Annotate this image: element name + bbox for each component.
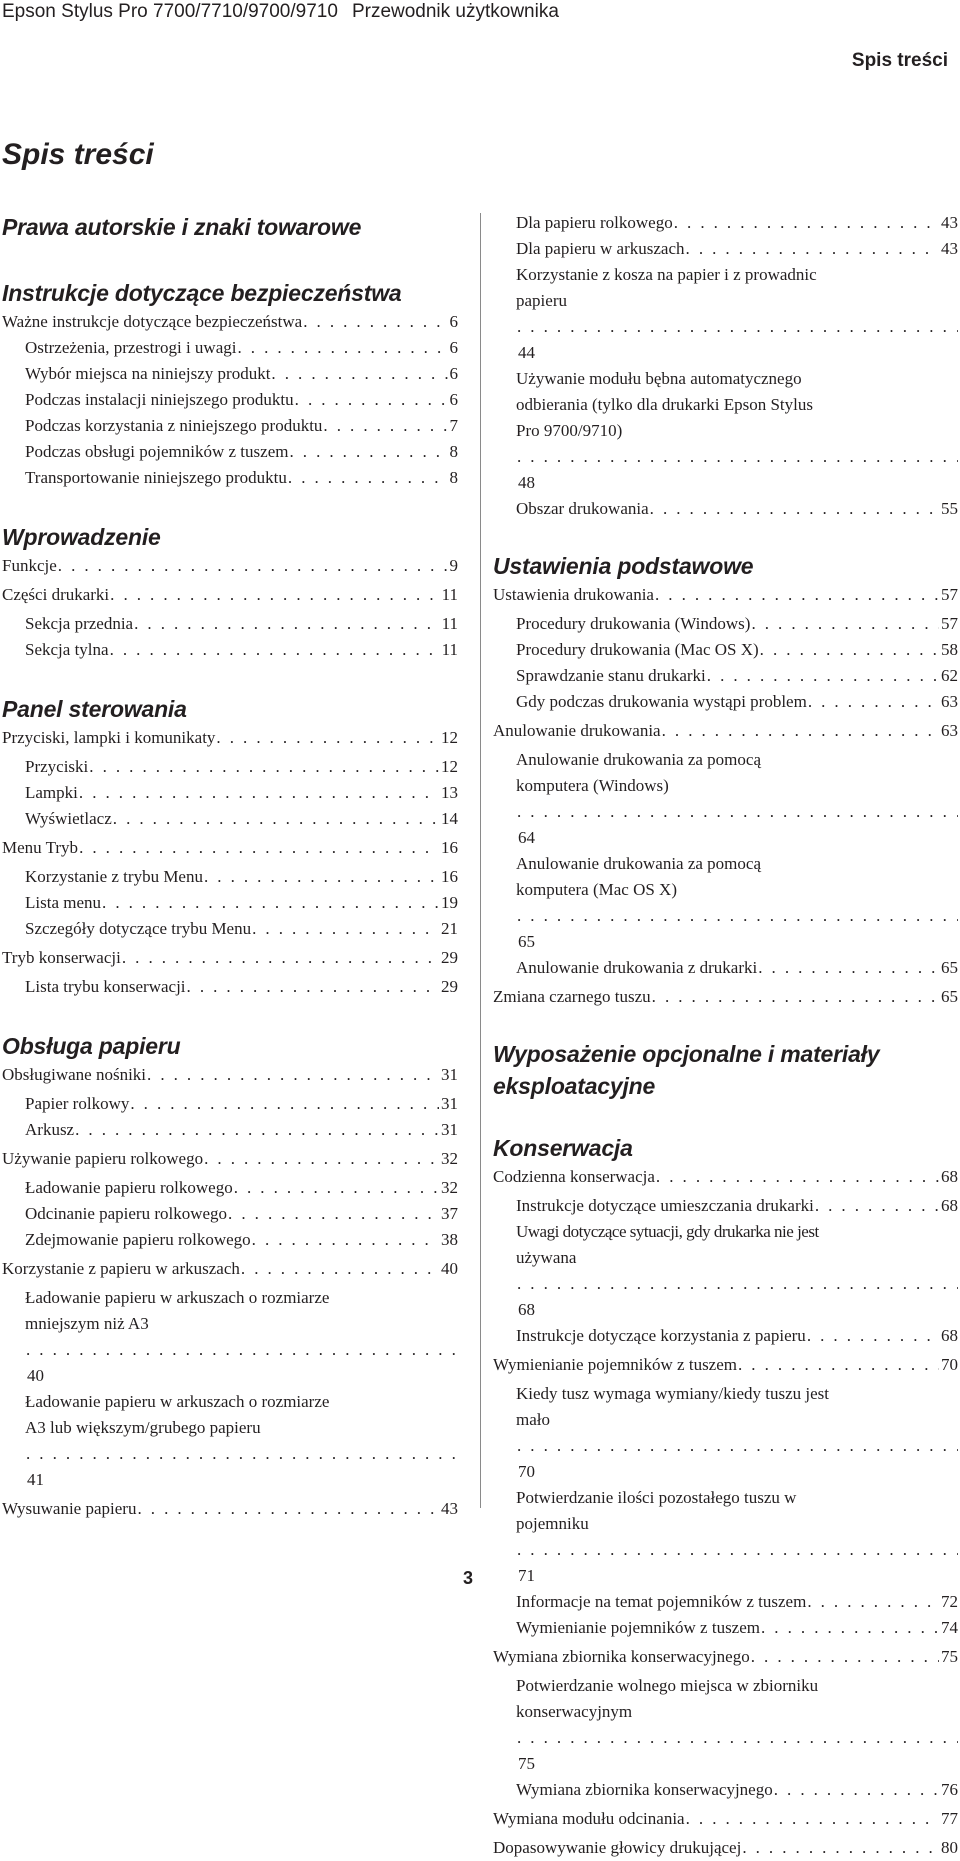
header-guide: Przewodnik użytkownika bbox=[351, 1, 559, 22]
toc-entry[interactable]: Anulowanie drukowania . . . 63 bbox=[493, 718, 958, 744]
toc-entry[interactable]: Szczegóły dotyczące trybu Menu . . . 21 bbox=[2, 916, 458, 942]
toc-entry[interactable]: Potwierdzanie wolnego miejsca w zbiorniku konserwacyjnym . . . 75 bbox=[501, 1673, 958, 1777]
toc-entry[interactable]: Sekcja tylna . . . 11 bbox=[2, 637, 458, 663]
toc-entry[interactable]: Uwagi dotyczące sytuacji, gdy drukarka nie jest używana . . . 68 bbox=[501, 1219, 958, 1323]
toc-heading: Konserwacja bbox=[493, 1135, 633, 1161]
toc-entry[interactable]: Wymiana zbiornika konserwacyjnego . . . 75 bbox=[493, 1644, 958, 1670]
toc-entry[interactable]: Odcinanie papieru rolkowego . . . 37 bbox=[2, 1201, 458, 1227]
page-number: 3 bbox=[463, 1568, 474, 1588]
toc-entry[interactable]: Lista trybu konserwacji . . . 29 bbox=[2, 974, 458, 1000]
toc-entry[interactable]: Przyciski, lampki i komunikaty . . . 12 bbox=[2, 725, 458, 751]
toc-heading: Wprowadzenie bbox=[2, 524, 161, 550]
toc-entry[interactable]: Wybór miejsca na niniejszy produkt . . . 6 bbox=[2, 361, 458, 387]
toc-entry[interactable]: Kiedy tusz wymaga wymiany/kiedy tuszu jest mało . . . 70 bbox=[501, 1381, 958, 1485]
toc-entry[interactable]: Wymiana modułu odcinania . . . 77 bbox=[493, 1806, 958, 1832]
toc-entry[interactable]: Ładowanie papieru w arkuszach o rozmiarze A3 lub większym/grubego papieru . . . 41 bbox=[2, 1389, 458, 1493]
toc-entry[interactable]: Anulowanie drukowania za pomocą komputera (Mac OS X) . . . 65 bbox=[501, 851, 958, 955]
toc-entry[interactable]: Zdejmowanie papieru rolkowego . . . 38 bbox=[2, 1227, 458, 1253]
toc-entry[interactable]: Procedury drukowania (Windows) . . . 57 bbox=[501, 611, 958, 637]
toc-entry[interactable]: Używanie modułu bębna automatycznego odbierania (tylko dla drukarki Epson Stylus Pro 9700/9710) . . . 48 bbox=[501, 366, 958, 496]
header-section: Spis treści bbox=[851, 50, 948, 71]
toc-entry[interactable]: Lista menu . . . 19 bbox=[2, 890, 458, 916]
toc-entry[interactable]: Dopasowywanie głowicy drukującej . . . 80 bbox=[493, 1835, 958, 1861]
toc-entry[interactable]: Obszar drukowania . . . 55 bbox=[501, 496, 958, 522]
header-product: Epson Stylus Pro 7700/7710/9700/9710 bbox=[2, 1, 338, 22]
toc-entry[interactable]: Wyświetlacz . . . 14 bbox=[2, 806, 458, 832]
toc-entry[interactable]: Procedury drukowania (Mac OS X) . . . 58 bbox=[501, 637, 958, 663]
toc-entry[interactable]: Dla papieru w arkuszach . . . 43 bbox=[501, 236, 958, 262]
toc-entry[interactable]: Funkcje . . . 9 bbox=[2, 553, 458, 579]
page-title: Spis treści bbox=[2, 138, 154, 171]
toc-entry[interactable]: Podczas korzystania z niniejszego produktu . . . 7 bbox=[2, 413, 458, 439]
toc-entry[interactable]: Korzystanie z kosza na papier i z prowadnic papieru . . . 44 bbox=[501, 262, 958, 366]
toc-entry[interactable]: Obsługiwane nośniki . . . 31 bbox=[2, 1062, 458, 1088]
column-divider bbox=[480, 213, 481, 1508]
toc-entry[interactable]: Ustawienia drukowania . . . 57 bbox=[493, 582, 958, 608]
toc-entry[interactable]: Sprawdzanie stanu drukarki . . . 62 bbox=[501, 663, 958, 689]
toc-entry[interactable]: Ważne instrukcje dotyczące bezpieczeństwa . . . 6 bbox=[2, 309, 458, 335]
toc-entry[interactable]: Tryb konserwacji . . . 29 bbox=[2, 945, 458, 971]
toc-entry[interactable]: Zmiana czarnego tuszu . . . 65 bbox=[493, 984, 958, 1010]
toc-entry[interactable]: Wymienianie pojemników z tuszem . . . 70 bbox=[493, 1352, 958, 1378]
toc-entry[interactable]: Używanie papieru rolkowego . . . 32 bbox=[2, 1146, 458, 1172]
toc-entry[interactable]: Ładowanie papieru rolkowego . . . 32 bbox=[2, 1175, 458, 1201]
running-header bbox=[2, 1, 559, 23]
toc-entry[interactable]: Korzystanie z trybu Menu . . . 16 bbox=[2, 864, 458, 890]
toc-entry[interactable]: Potwierdzanie ilości pozostałego tuszu w pojemniku . . . 71 bbox=[501, 1485, 958, 1589]
toc-entry[interactable]: Ostrzeżenia, przestrogi i uwagi . . . 6 bbox=[2, 335, 458, 361]
toc-entry[interactable]: Anulowanie drukowania z drukarki . . . 65 bbox=[501, 955, 958, 981]
toc-left-column bbox=[2, 210, 458, 1522]
toc-heading: Instrukcje dotyczące bezpieczeństwa bbox=[2, 280, 402, 306]
toc-entry[interactable]: Transportowanie niniejszego produktu . . . 8 bbox=[2, 465, 458, 491]
toc-entry[interactable]: Podczas instalacji niniejszego produktu . . . 6 bbox=[2, 387, 458, 413]
toc-entry[interactable]: Ładowanie papieru w arkuszach o rozmiarze mniejszym niż A3 . . . 40 bbox=[2, 1285, 458, 1389]
toc-heading: Obsługa papieru bbox=[2, 1033, 181, 1059]
toc-entry[interactable]: Gdy podczas drukowania wystąpi problem . . . 63 bbox=[501, 689, 958, 715]
toc-entry[interactable]: Podczas obsługi pojemników z tuszem . . . 8 bbox=[2, 439, 458, 465]
toc-entry[interactable]: Instrukcje dotyczące korzystania z papieru . . . 68 bbox=[501, 1323, 958, 1349]
toc-entry[interactable]: Przyciski . . . 12 bbox=[2, 754, 458, 780]
toc-entry[interactable]: Wysuwanie papieru . . . 43 bbox=[2, 1496, 458, 1522]
toc-heading: Wyposażenie opcjonalne i materiały eksploatacyjne bbox=[493, 1041, 880, 1099]
toc-entry[interactable]: Wymienianie pojemników z tuszem . . . 74 bbox=[501, 1615, 958, 1641]
toc-entry[interactable]: Korzystanie z papieru w arkuszach . . . 40 bbox=[2, 1256, 458, 1282]
toc-entry[interactable]: Wymiana zbiornika konserwacyjnego . . . 76 bbox=[501, 1777, 958, 1803]
toc-entry[interactable]: Menu Tryb . . . 16 bbox=[2, 835, 458, 861]
toc-right-column bbox=[493, 210, 958, 1861]
toc-entry[interactable]: Instrukcje dotyczące umieszczania drukarki . . . 68 bbox=[501, 1193, 958, 1219]
toc-heading: Panel sterowania bbox=[2, 696, 187, 722]
toc-entry[interactable]: Informacje na temat pojemników z tuszem . . . 72 bbox=[501, 1589, 958, 1615]
toc-entry[interactable]: Arkusz . . . 31 bbox=[2, 1117, 458, 1143]
toc-heading: Prawa autorskie i znaki towarowe bbox=[2, 214, 362, 240]
toc-heading: Ustawienia podstawowe bbox=[493, 553, 754, 579]
toc-entry[interactable]: Papier rolkowy . . . 31 bbox=[2, 1091, 458, 1117]
toc-entry[interactable]: Części drukarki . . . 11 bbox=[2, 582, 458, 608]
toc-entry[interactable]: Anulowanie drukowania za pomocą komputera (Windows) . . . 64 bbox=[501, 747, 958, 851]
toc-entry[interactable]: Sekcja przednia . . . 11 bbox=[2, 611, 458, 637]
toc-entry[interactable]: Dla papieru rolkowego . . . 43 bbox=[501, 210, 958, 236]
toc-entry[interactable]: Codzienna konserwacja . . . 68 bbox=[493, 1164, 958, 1190]
toc-entry[interactable]: Lampki . . . 13 bbox=[2, 780, 458, 806]
